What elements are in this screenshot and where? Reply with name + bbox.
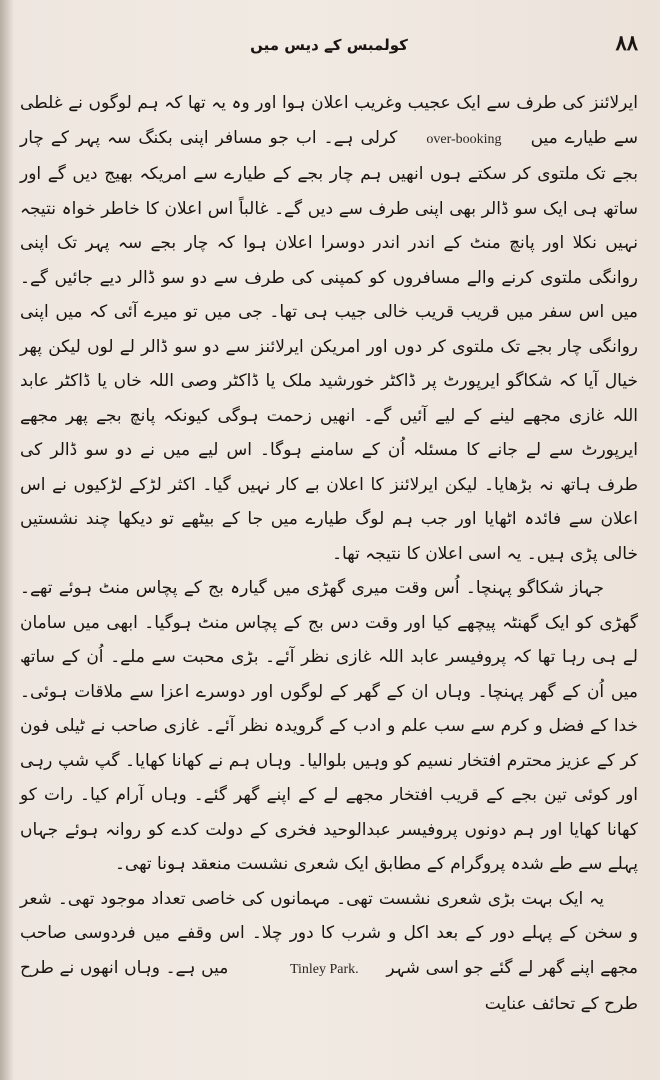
page-number: ۸۸ — [615, 30, 638, 55]
english-term-tinley-park: Tinley Park. — [289, 961, 359, 977]
english-term-overbooking: over-booking — [426, 131, 502, 147]
paragraph-3-text-a: یہ ایک بہت بڑی شعری نشست تھی۔ مہمانوں کی خاصی تعداد موجود تھی۔ شعر و سخن کے پہلے دور کے بعد اکل و شرب کا دور چلا۔ اس وقفے میں فردوسی صاحب مجھے اپنے گھر لے گئے جو اسی شہر — [20, 888, 638, 978]
paragraph-2: جہاز شکاگو پہنچا۔ اُس وقت میری گھڑی میں گیارہ بج کے پچاس منٹ ہوئے تھے۔ گھڑی کو ایک گھنٹہ پیچھے کیا اور وقت دس بج کے پچاس منٹ ہوگیا۔ ابھی میں سامان لے ہی رہا تھا کہ پروفیسر عابد اللہ غازی نظر آئے۔ بڑی محبت سے ملے۔ اُن کے ساتھ میں اُن کے گھر پہنچا۔ وہاں ان کے گھر کے لوگوں اور دوسرے اعزا سے ملاقات ہوئی۔ خدا کے فضل و کرم سے سب علم و ادب کے گرویدہ نظر آئے۔ غازی صاحب نے ٹیلی فون کر کے عزیز محترم افتخار نسیم کو وہیں بلوالیا۔ وہاں ہم نے کھانا کھایا۔ گپ شپ رہی اور کوئی تین بجے کے قریب افتخار مجھے لے کے اپنے گھر گئے۔ وہاں آرام کیا۔ رات کو کھانا کھایا اور ہم دونوں پروفیسر عبدالوحید فخری کے دولت کدے کو روانہ ہوئے جہاں پہلے سے طے شدہ پروگرام کے مطابق ایک شعری نشست منعقد ہونا تھی۔ — [20, 578, 638, 874]
page-body — [20, 86, 638, 1022]
paragraph-3 — [20, 882, 638, 1022]
paragraph-1-text-a: ایرلائنز کی طرف سے ایک عجیب وغریب اعلان ہوا اور وہ یہ تھا کہ ہم لوگوں نے غلطی سے طیارے میں — [20, 93, 639, 148]
paragraph-3-text-b: میں ہے۔ وہاں انھوں نے طرح طرح کے تحائف عنایت — [20, 957, 638, 1014]
running-title: کولمبس کے دیس میں — [250, 36, 408, 54]
paragraph-1-text-b: کرلی ہے۔ اب جو مسافر اپنی بکنگ سہ پہر کے چار بجے تک ملتوی کر سکتے ہوں انھیں ہم چار بجے کے طیارے سے امریکہ بھیج دیں گے اور ساتھ ہی ایک سو ڈالر بھی اپنی طرف سے دیں گے۔ غالباً اس اعلان کا خاطر خواہ نتیجہ نہیں نکلا اور پانچ منٹ کے اندر اندر دوسرا اعلان ہوا کہ چار بجے سہ پہر تک اپنی روانگی ملتوی کرنے والے مسافروں کو کمپنی کی طرف سے دو سو ڈالر دیے جائیں گے۔ میں اس سفر میں قریب قریب خالی جیب ہی تھا۔ جی میں تو میرے آئی کہ میں اپنی روانگی چار بجے تک ملتوی کر دوں اور امریکن ایرلائنز سے دو سو ڈالر لے لوں لیکن پھر خیال آیا کہ شکاگو ایرپورٹ پر ڈاکٹر خورشید ملک یا ڈاکٹر وصی اللہ خاں یا ڈاکٹر عابد اللہ غازی مجھے لینے کے لیے آئیں گے۔ انھیں زحمت ہوگی کیونکہ پانچ بجے پھر مجھے ایرپورٹ سے لے جانے کا مسئلہ اُن کے سامنے ہوگا۔ اس لیے میں نے دو سو ڈالر کی طرف ہاتھ نہ بڑھایا۔ لیکن ایرلائنز کا اعلان بے کار نہیں گیا۔ اکثر لڑکے لڑکیوں نے اس اعلان سے فائدہ اٹھایا اور جب ہم لوگ طیارے میں جا کے بیٹھے تو دیکھا چند نشستیں خالی پڑی ہیں۔ یہ اسی اعلان کا نتیجہ تھا۔ — [20, 127, 638, 564]
page-header — [20, 30, 638, 66]
paragraph-1 — [20, 86, 638, 571]
book-spine-shadow — [0, 0, 14, 1080]
